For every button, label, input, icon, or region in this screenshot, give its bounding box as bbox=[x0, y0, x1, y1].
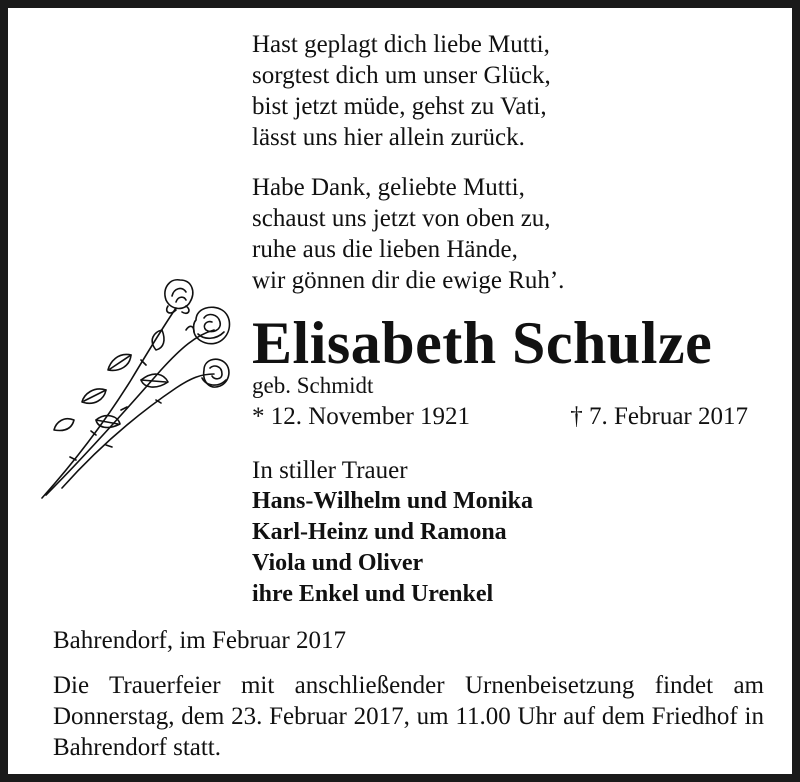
birth-date: * 12. November 1921 bbox=[252, 403, 471, 430]
poem-line: Habe Dank, geliebte Mutti, bbox=[252, 174, 525, 201]
mourner-name: Karl-Heinz und Ramona bbox=[252, 519, 507, 545]
poem-line: schaust uns jetzt von oben zu, bbox=[252, 205, 551, 232]
deceased-name: Elisabeth Schulze bbox=[252, 310, 713, 376]
mourner-name: Viola und Oliver bbox=[252, 550, 424, 576]
mourner-name: ihre Enkel und Urenkel bbox=[252, 581, 494, 607]
ceremony-notice: Die Trauerfeier mit anschließender Urnenbeisetzung findet am Donnerstag, dem 23. Februar 2017, um 11.00 Uhr auf dem Friedhof in Bahrendorf statt. bbox=[53, 672, 764, 761]
poem-line: bist jetzt müde, gehst zu Vati, bbox=[252, 93, 547, 120]
rose-stem bbox=[62, 374, 214, 488]
rose-leaf-icon bbox=[54, 330, 168, 431]
place-date: Bahrendorf, im Februar 2017 bbox=[53, 627, 346, 654]
rose-flower-icon bbox=[186, 307, 230, 343]
poem-stanza-2 bbox=[252, 172, 564, 296]
poem-line: sorgtest dich um unser Glück, bbox=[252, 62, 551, 89]
rose-bud-icon bbox=[165, 280, 193, 314]
poem-stanza-1 bbox=[252, 29, 551, 153]
mourner-name: Hans-Wilhelm und Monika bbox=[252, 488, 533, 514]
birth-name: geb. Schmidt bbox=[252, 373, 374, 398]
mourners-block bbox=[252, 455, 533, 610]
poem-line: Hast geplagt dich liebe Mutti, bbox=[252, 31, 550, 58]
rose-flower-icon bbox=[202, 359, 229, 387]
mourners-intro: In stiller Trauer bbox=[252, 457, 408, 484]
poem-line: ruhe aus die lieben Hände, bbox=[252, 236, 518, 263]
poem-line: wir gönnen dir die ewige Ruh’. bbox=[252, 267, 565, 294]
roses-illustration bbox=[36, 270, 246, 502]
poem-line: lässt uns hier allein zurück. bbox=[252, 124, 525, 151]
death-date: † 7. Februar 2017 bbox=[570, 403, 748, 430]
